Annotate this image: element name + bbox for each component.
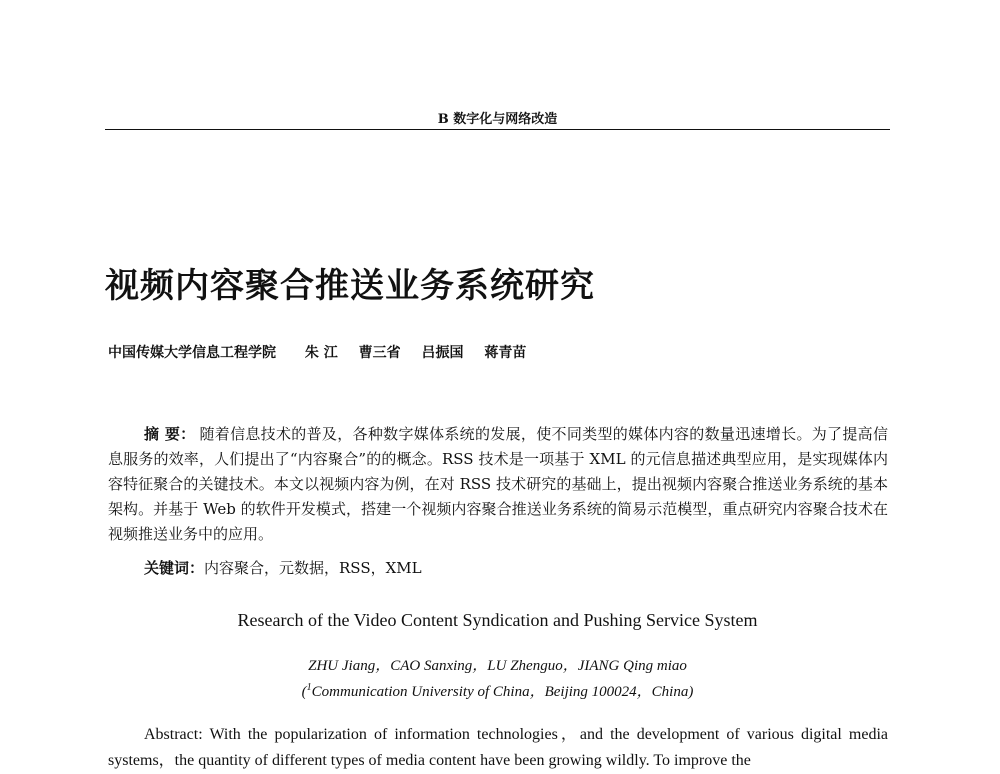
affil-open-paren: ( — [301, 684, 307, 700]
abstract-en — [108, 722, 888, 774]
author-line — [108, 342, 542, 362]
affil-close-paren: ) — [688, 684, 694, 700]
paper-title: 视频内容聚合推送业务系统研究 — [105, 266, 595, 306]
running-header: B 数字化与网络改造 — [437, 112, 558, 127]
author-name: 吕振国 — [421, 345, 464, 361]
abstract-en-label: Abstract: — [144, 726, 203, 743]
affiliation: 中国传媒大学信息工程学院 — [108, 345, 276, 361]
author-name: 蒋青苗 — [484, 345, 527, 361]
abstract-cn-label: 摘 要： — [144, 425, 196, 443]
abstract-cn-text: 随着信息技术的普及，各种数字媒体系统的发展，使不同类型的媒体内容的数量迅速增长。为了提高信息服务的效率，人们提出了“内容聚合”的的概念。RSS 技术是一项基于 XML 的元信息描述典型应用，是实现媒体内容特征聚合的关键技术。本文以视频内容为例，在对 RSS 技术研究的基础上，提出视频内容聚合推送业务系统的基本架构。并基于 Web 的软件开发模式，搭建一个视频内容聚合推送业务系统的简易示范模型，重点研究内容聚合技术在视频推送业务中的应用。 — [108, 425, 888, 543]
author-name: 朱 江 — [304, 345, 338, 361]
keywords-cn-label: 关键词： — [144, 559, 205, 577]
abstract-en-text: With the popularization of information technologies，and the development of various digital media systems，the quantity of different types of media content have been growing wildly. To improve the — [108, 726, 888, 769]
abstract-cn — [108, 422, 888, 547]
english-authors: ZHU Jiang，CAO Sanxing，LU Zhenguo，JIANG Qing miao — [308, 658, 687, 674]
keywords-cn — [144, 557, 422, 578]
affil-superscript: 1 — [306, 682, 312, 693]
affil-text: Communication University of China，Beijing 100024，China — [311, 684, 689, 700]
header-rule — [105, 129, 890, 130]
english-affiliation — [105, 680, 890, 701]
english-title: Research of the Video Content Syndication and Pushing Service System — [237, 610, 758, 630]
keywords-cn-text: 内容聚合，元数据，RSS，XML — [204, 559, 422, 577]
author-name: 曹三省 — [358, 345, 401, 361]
